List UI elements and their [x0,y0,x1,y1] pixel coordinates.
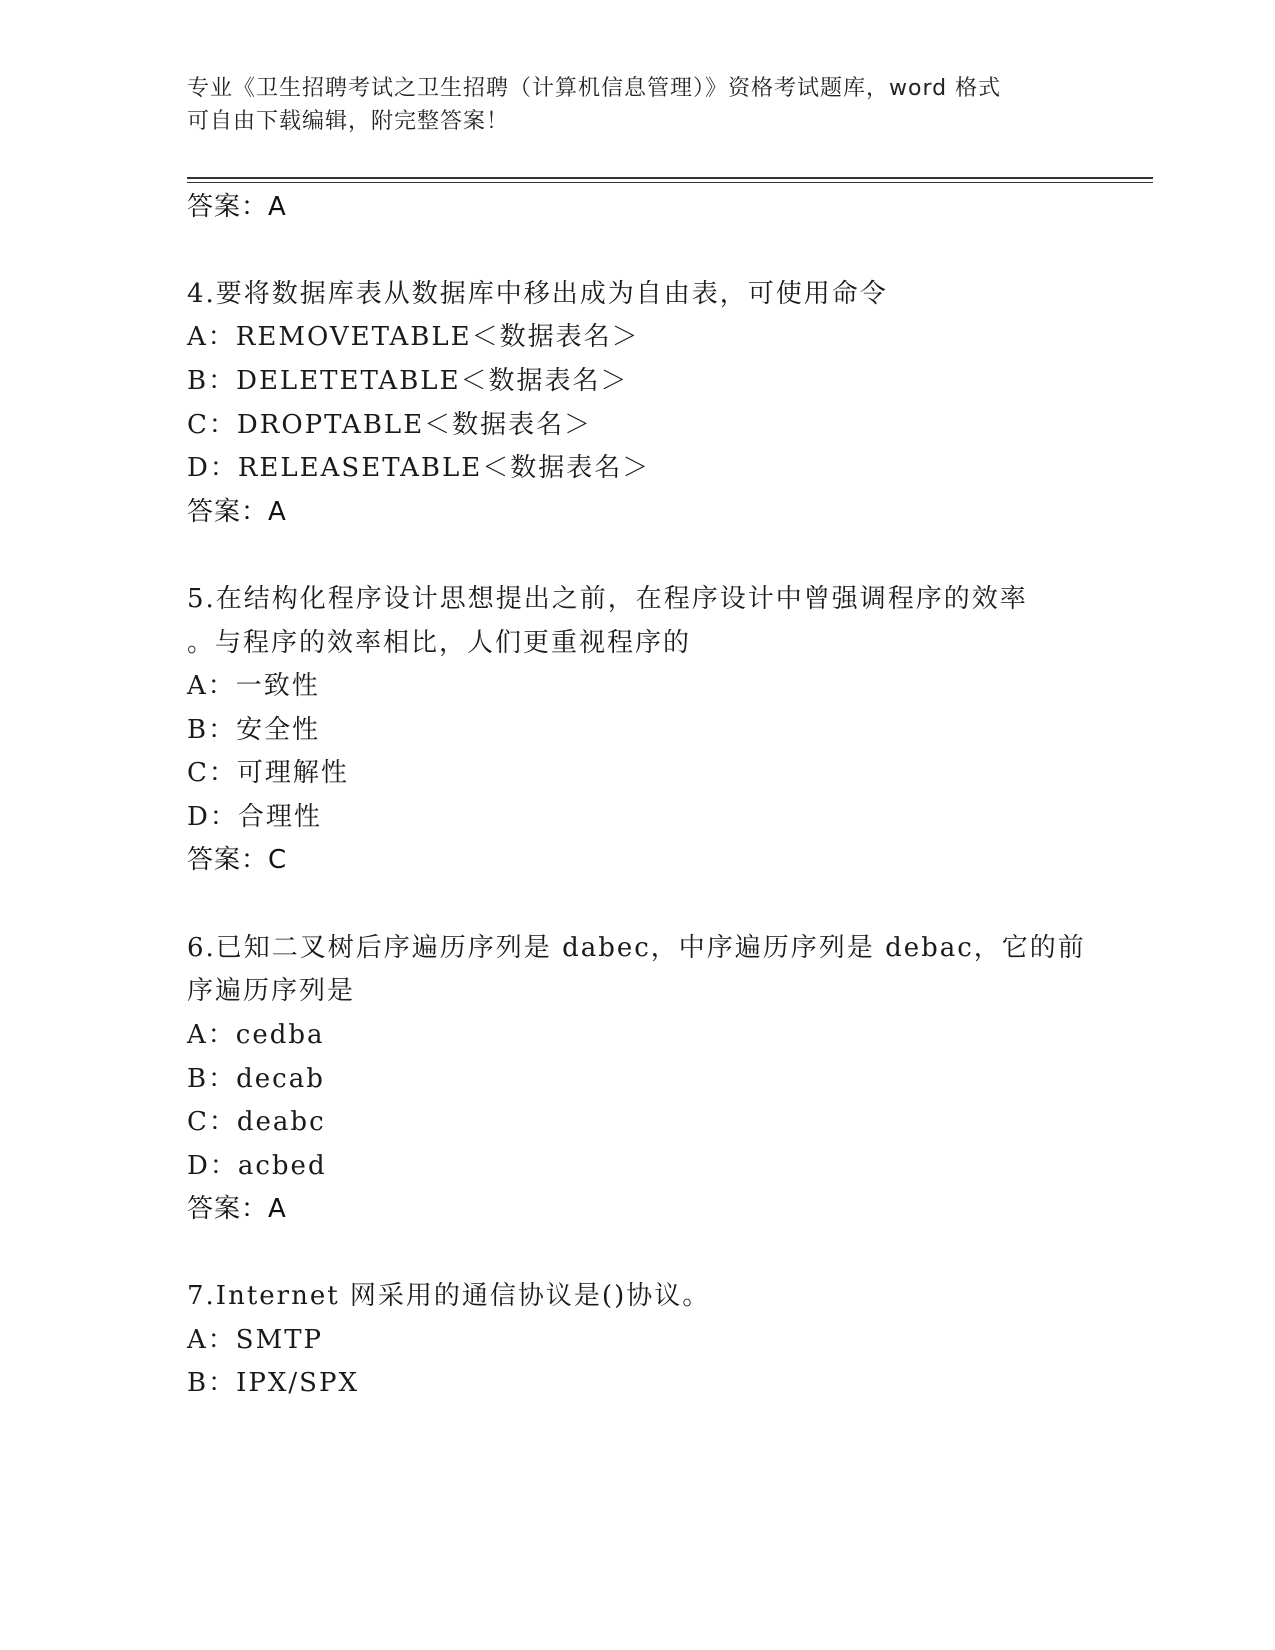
question-6-option-d: D：acbed [187,1151,327,1181]
question-4-option-b: B：DELETETABLE＜数据表名＞ [187,366,629,396]
header-line-1: 专业《卫生招聘考试之卫生招聘（计算机信息管理）》资格考试题库，word 格式 [187,76,1002,101]
question-6-option-c: C：deabc [187,1107,326,1137]
header-divider-thick [187,177,1153,179]
question-6-option-b: B：decab [187,1064,325,1094]
question-6-answer: 答案：A [187,1194,287,1224]
question-7-option-a: A：SMTP [187,1325,324,1355]
question-4-answer: 答案：A [187,497,287,527]
question-7-stem: 7.Internet 网采用的通信协议是()协议。 [187,1281,711,1311]
question-5-option-c: C：可理解性 [187,758,349,788]
question-6-option-a: A：cedba [187,1020,325,1050]
document-header [187,72,1087,138]
header-line-2: 可自由下载编辑，附完整答案！ [187,109,510,134]
question-5-stem-line-2: 。与程序的效率相比，人们更重视程序的 [187,628,692,658]
question-5-stem-line-1: 5.在结构化程序设计思想提出之前，在程序设计中曾强调程序的效率 [187,584,1028,614]
question-5-option-d: D：合理性 [187,802,322,832]
question-4-option-a: A：REMOVETABLE＜数据表名＞ [187,322,640,352]
question-5-option-b: B：安全性 [187,715,321,745]
question-4-option-c: C：DROPTABLE＜数据表名＞ [187,410,593,440]
question-6-stem-line-2: 序遍历序列是 [187,976,356,1006]
question-4-option-d: D：RELEASETABLE＜数据表名＞ [187,453,651,483]
header-divider-thin [187,182,1153,183]
question-5-answer: 答案：C [187,845,288,875]
question-4-stem: 4.要将数据库表从数据库中移出成为自由表，可使用命令 [187,279,888,309]
question-5-option-a: A：一致性 [187,671,320,701]
question-6-stem-line-1: 6.已知二叉树后序遍历序列是 dabec，中序遍历序列是 debac，它的前 [187,933,1086,963]
answer-previous: 答案：A [187,192,287,222]
question-7-option-b: B：IPX/SPX [187,1368,359,1398]
